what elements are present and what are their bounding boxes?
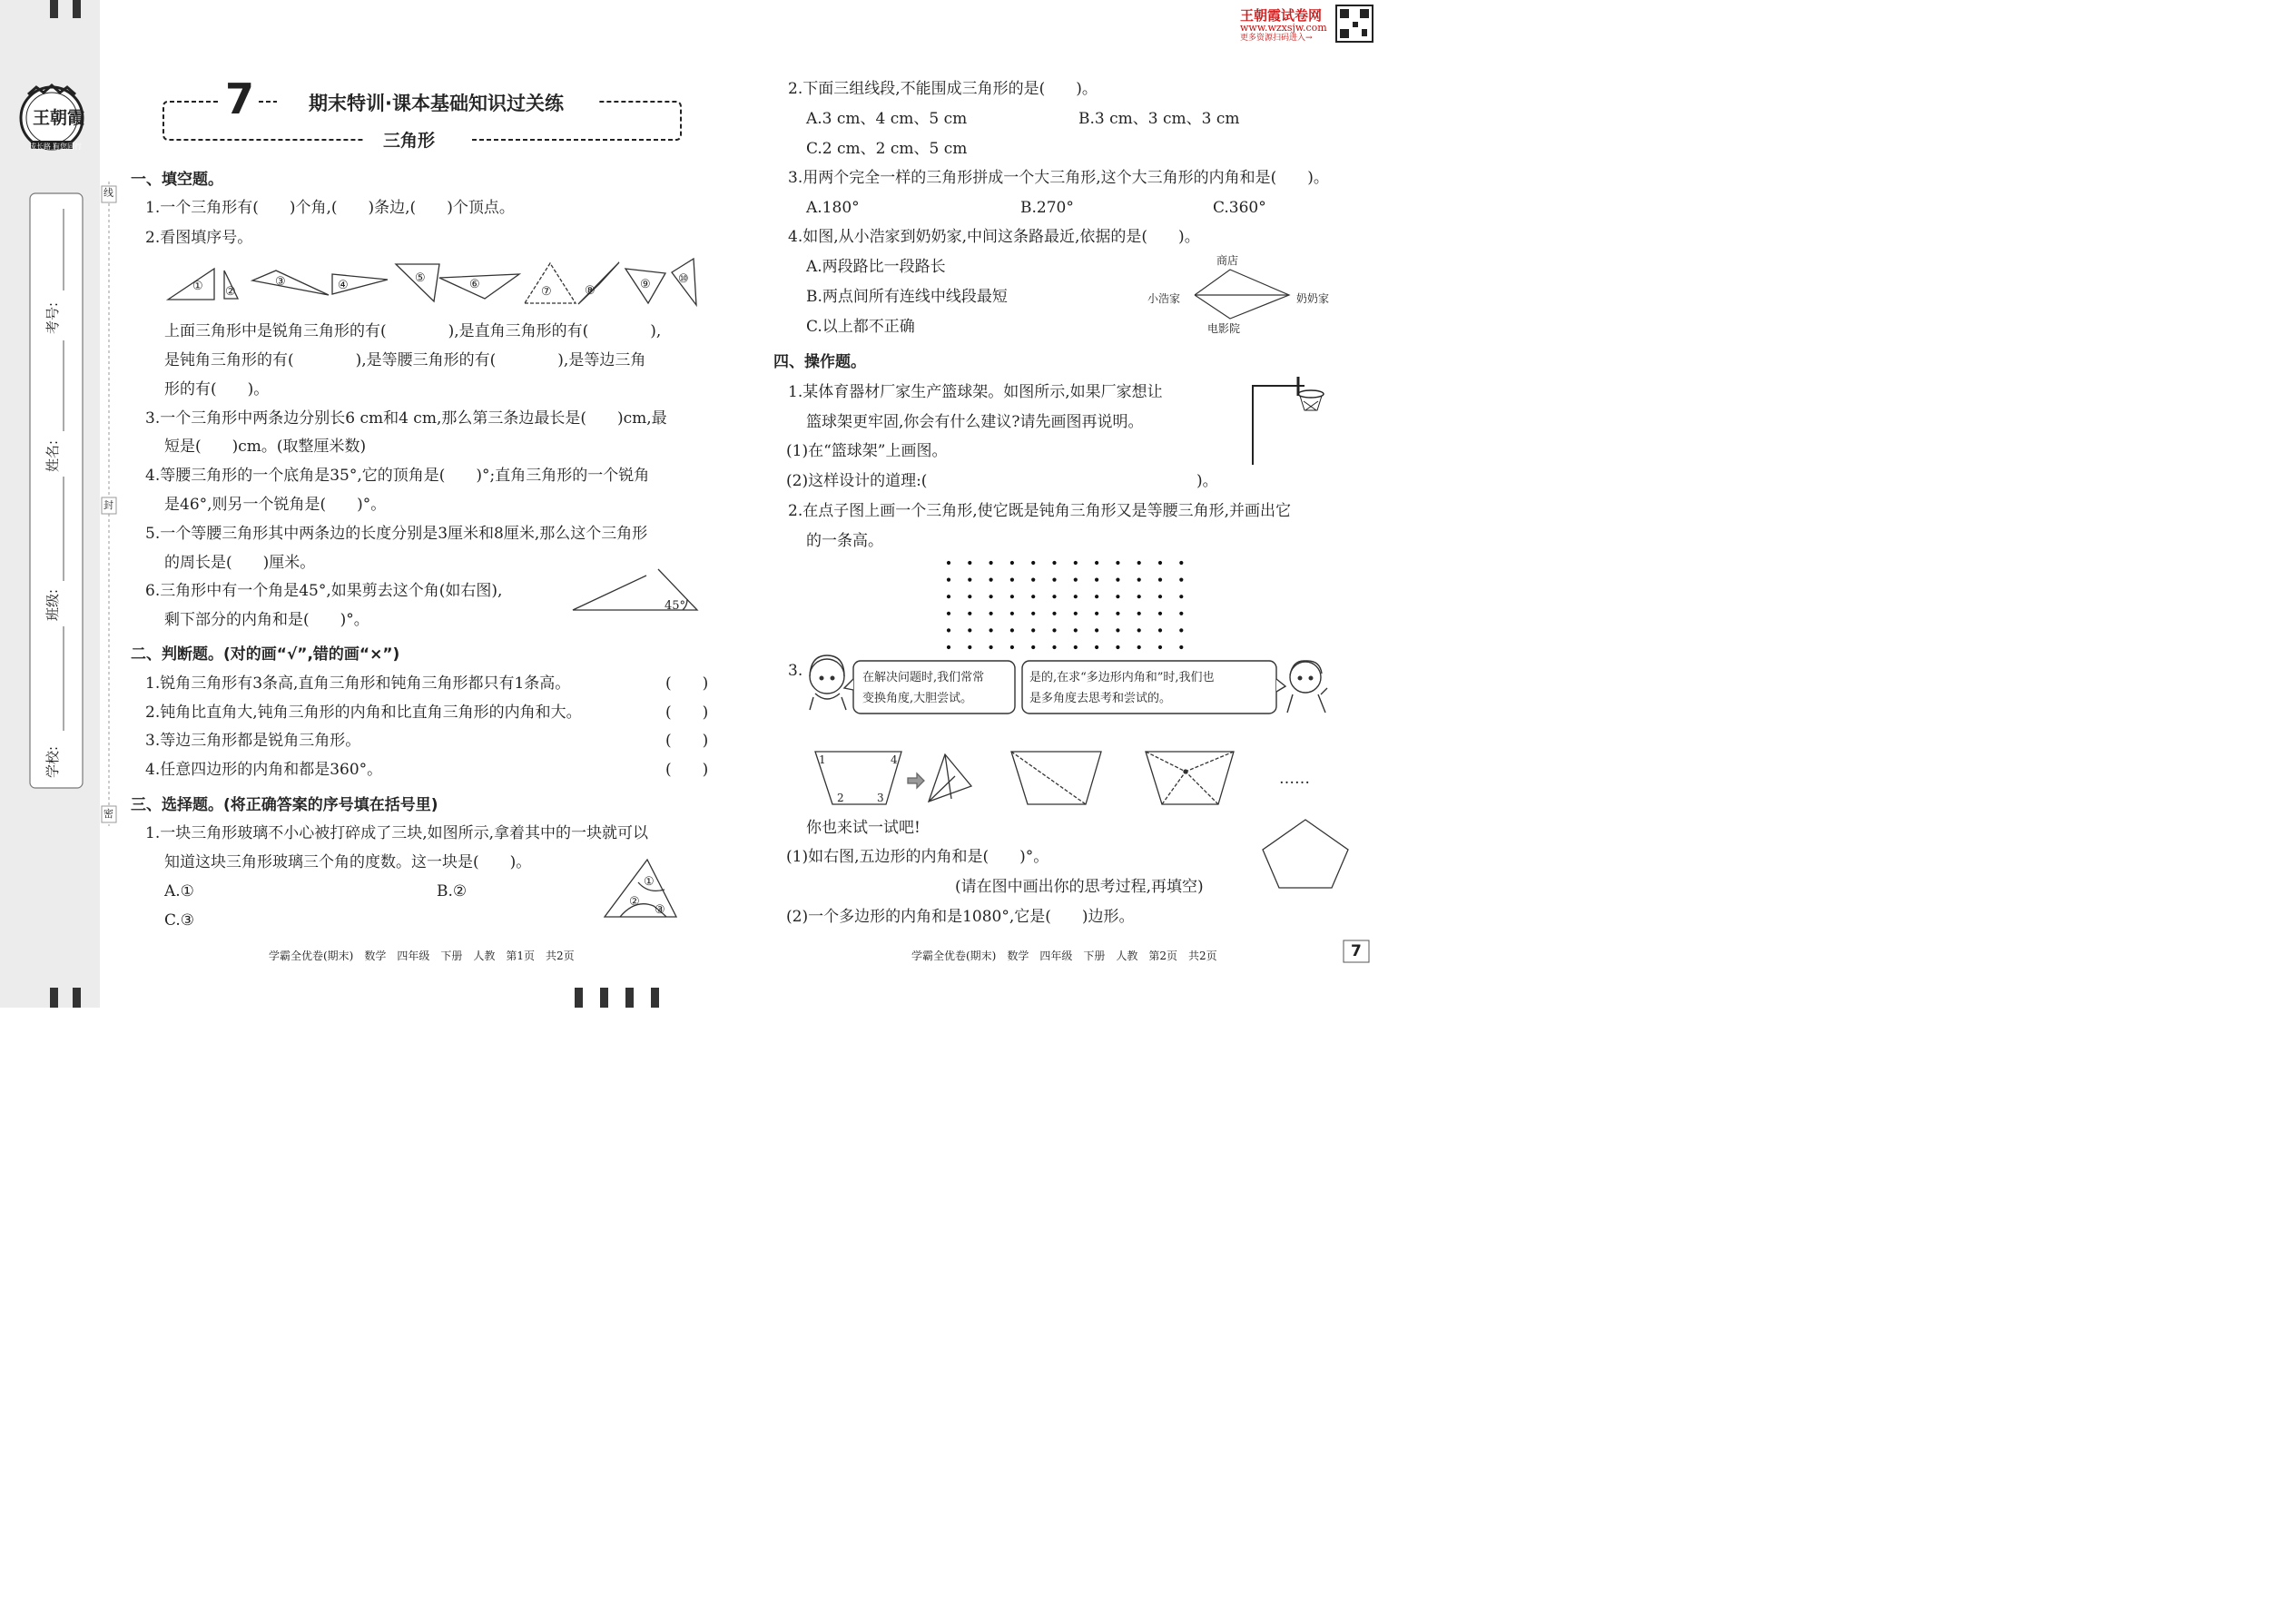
- grid-dot: [1052, 595, 1056, 598]
- grid-dot: [989, 561, 993, 565]
- crop-mark: [651, 988, 659, 1008]
- grid-dot: [1052, 628, 1056, 632]
- crop-mark: [50, 0, 58, 18]
- triangle-label: ②: [225, 285, 236, 299]
- grid-dot: [1158, 595, 1162, 598]
- sub-question-close: )。: [1196, 472, 1218, 490]
- triangle-label: ③: [275, 275, 286, 289]
- page-number: 7: [1351, 942, 1362, 960]
- grid-dot: [968, 645, 971, 649]
- logo-slogan: 有您同行: [53, 143, 82, 151]
- question-line: 3.一个三角形中两条边分别长6 cm和4 cm,那么第三条边最长是( )cm,最: [145, 409, 667, 428]
- question-line: 是46°,则另一个锐角是( )°。: [164, 496, 387, 514]
- section-heading: 三、选择题。(将正确答案的序号填在括号里): [131, 796, 438, 814]
- grid-dot: [1031, 645, 1035, 649]
- judge-item: 3.等边三角形都是锐角三角形。: [145, 732, 361, 750]
- grid-dot: [947, 595, 950, 598]
- grid-dot: [947, 612, 950, 615]
- triangle-label: ④: [338, 279, 349, 292]
- prompt-text: 你也来试一试吧!: [806, 819, 921, 837]
- map-label: 小浩家: [1147, 292, 1181, 305]
- question-line: 6.三角形中有一个角是45°,如果剪去这个角(如右图),: [145, 582, 503, 600]
- grid-dot: [1031, 561, 1035, 565]
- grid-dot: [1074, 628, 1078, 632]
- grid-dot: [989, 595, 993, 598]
- grid-dot: [947, 561, 950, 565]
- grid-dot: [1137, 612, 1141, 615]
- question-line: 的周长是( )厘米。: [164, 554, 316, 572]
- grid-dot: [1010, 612, 1014, 615]
- site-hint: 更多资源扫码进入→: [1240, 34, 1313, 43]
- page-title: 期末特训·课本基础知识过关练: [309, 93, 564, 114]
- crop-mark: [73, 0, 81, 18]
- grid-dot: [989, 578, 993, 582]
- grid-dot: [1074, 561, 1078, 565]
- crop-mark: [625, 988, 634, 1008]
- grid-dot: [1116, 628, 1119, 632]
- grid-dot: [1095, 628, 1098, 632]
- grid-dot: [968, 595, 971, 598]
- question-line: 短是( )cm。(取整厘米数): [164, 438, 367, 456]
- grid-dot: [1116, 612, 1119, 615]
- grid-dot: [1158, 645, 1162, 649]
- section-heading: 一、填空题。: [131, 171, 223, 189]
- grid-dot: [1158, 612, 1162, 615]
- grid-dot: [1074, 595, 1078, 598]
- info-box: [30, 193, 83, 788]
- question-line: 篮球架更牢固,你会有什么建议?请先画图再说明。: [806, 413, 1144, 431]
- grid-dot: [1074, 645, 1078, 649]
- question-line: 上面三角形中是锐角三角形的有( ),是直角三角形的有( ),: [164, 322, 662, 340]
- grid-dot: [1074, 612, 1078, 615]
- question: 4.如图,从小浩家到奶奶家,中间这条路最近,依据的是( )。: [788, 228, 1200, 246]
- grid-dot: [1179, 578, 1183, 582]
- grid-dot: [1116, 578, 1119, 582]
- field-name-label: 姓名:: [44, 439, 62, 473]
- triangle-label: ⑤: [415, 271, 426, 285]
- grid-dot: [1031, 628, 1035, 632]
- question-line: 2.在点子图上画一个三角形,使它既是钝角三角形又是等腰三角形,并画出它: [788, 502, 1292, 520]
- sub-question: (2)一个多边形的内角和是1080°,它是( )边形。: [786, 908, 1135, 926]
- angle-number: 1: [819, 753, 826, 766]
- grid-dot: [1010, 645, 1014, 649]
- option: C.③: [164, 911, 195, 930]
- grid-dot: [1158, 578, 1162, 582]
- grid-dot: [1052, 645, 1056, 649]
- grid-dot: [1095, 595, 1098, 598]
- question-line: 4.等腰三角形的一个底角是35°,它的顶角是( )°;直角三角形的一个锐角: [145, 467, 650, 485]
- girl-figure: [810, 655, 846, 710]
- glass-triangle: [605, 860, 676, 917]
- triangle-label: ⑧: [585, 284, 596, 298]
- triangle-label: ⑨: [640, 278, 651, 291]
- option: A.两段路比一段路长: [806, 258, 946, 276]
- option: B.3 cm、3 cm、3 cm: [1078, 110, 1240, 128]
- hint-text: (请在图中画出你的思考过程,再填空): [955, 878, 1204, 896]
- grid-dot: [1179, 595, 1183, 598]
- grid-dot: [1010, 561, 1014, 565]
- grid-dot: [1179, 645, 1183, 649]
- page-subtitle: 三角形: [383, 131, 436, 151]
- question-line: 知道这块三角形玻璃三个角的度数。这一块是( )。: [164, 853, 532, 871]
- crop-mark: [50, 988, 58, 1008]
- grid-dot: [1074, 578, 1078, 582]
- footer-left: 学霸全优卷(期末) 数学 四年级 下册 人教 第1页 共2页: [269, 950, 575, 962]
- question-line: 的一条高。: [806, 532, 883, 550]
- section-heading: 二、判断题。(对的画“√”,错的画“×”): [131, 645, 400, 664]
- grid-dot: [1179, 612, 1183, 615]
- field-class-label: 班级:: [44, 588, 62, 622]
- question-line: 剩下部分的内角和是( )°。: [164, 611, 369, 629]
- grid-dot: [968, 561, 971, 565]
- angle-number: 3: [877, 792, 884, 804]
- option: A.3 cm、4 cm、5 cm: [806, 110, 968, 128]
- grid-dot: [1137, 595, 1141, 598]
- question: 2.看图填序号。: [145, 229, 253, 247]
- piece-label: ①: [644, 875, 655, 889]
- grid-dot: [1158, 561, 1162, 565]
- judge-item: 2.钝角比直角大,钝角三角形的内角和比直角三角形的内角和大。: [145, 704, 582, 722]
- grid-dot: [1095, 561, 1098, 565]
- angle-label: 45°: [665, 599, 686, 613]
- route-diagram: [1195, 270, 1289, 319]
- option: A.①: [164, 882, 194, 901]
- question-line: 1.某体育器材厂家生产篮球架。如图所示,如果厂家想让: [788, 383, 1163, 401]
- answer-bracket[interactable]: ( ): [665, 761, 709, 779]
- triangle-row: [168, 259, 696, 305]
- site-url: www.wzxsjw.com: [1240, 22, 1327, 34]
- answer-bracket[interactable]: ( ): [665, 732, 709, 750]
- question: 3.用两个完全一样的三角形拼成一个大三角形,这个大三角形的内角和是( )。: [788, 169, 1329, 187]
- grid-dot: [1095, 612, 1098, 615]
- triangle-label: ⑥: [469, 278, 480, 291]
- section-heading: 四、操作题。: [773, 353, 866, 371]
- seal-char: 线: [103, 187, 113, 199]
- question: 2.下面三组线段,不能围成三角形的是( )。: [788, 80, 1098, 98]
- grid-dot: [989, 612, 993, 615]
- grid-dot: [1116, 561, 1119, 565]
- answer-bracket[interactable]: ( ): [665, 674, 709, 693]
- triangle-label: ⑦: [541, 285, 552, 299]
- option: B.270°: [1020, 199, 1074, 217]
- exam-sheet: [0, 0, 1403, 1008]
- grid-dot: [1052, 612, 1056, 615]
- grid-dot: [1052, 578, 1056, 582]
- grid-dot: [1116, 645, 1119, 649]
- question-line: 1.一块三角形玻璃不小心被打碎成了三块,如图所示,拿着其中的一块就可以: [145, 824, 649, 842]
- option: B.②: [437, 882, 468, 901]
- angle-number: 4: [891, 753, 898, 766]
- map-label: 商店: [1216, 254, 1239, 267]
- seal-char: 封: [103, 499, 113, 511]
- basketball-stand: [1253, 377, 1324, 465]
- grid-dot: [1137, 578, 1141, 582]
- option: C.2 cm、2 cm、5 cm: [806, 140, 968, 158]
- bubble-text: 是多角度去思考和尝试的。: [1029, 692, 1172, 705]
- triangle-label: ⑩: [678, 272, 689, 286]
- grid-dot: [1095, 578, 1098, 582]
- grid-dot: [1179, 561, 1183, 565]
- question-line: 5.一个等腰三角形其中两条边的长度分别是3厘米和8厘米,那么这个三角形: [145, 525, 648, 543]
- grid-dot: [1116, 595, 1119, 598]
- footer-right: 学霸全优卷(期末) 数学 四年级 下册 人教 第2页 共2页: [911, 950, 1217, 962]
- question-line: 形的有( )。: [164, 380, 270, 399]
- site-name: 王朝霞试卷网: [1240, 7, 1323, 24]
- answer-bracket[interactable]: ( ): [665, 704, 709, 722]
- option: C.360°: [1213, 199, 1266, 217]
- grid-dot: [1137, 561, 1141, 565]
- crop-mark: [600, 988, 608, 1008]
- grid-dot: [1031, 595, 1035, 598]
- sub-question: (2)这样设计的道理:(: [786, 472, 928, 490]
- pentagon: [1263, 820, 1348, 888]
- ellipsis: ……: [1279, 770, 1310, 788]
- grid-dot: [947, 628, 950, 632]
- grid-dot: [1137, 645, 1141, 649]
- triangle-label: ①: [192, 280, 203, 293]
- field-id-label: 考号:: [44, 301, 62, 335]
- sub-question: (1)在“篮球架”上画图。: [786, 442, 948, 460]
- bubble-text: 在解决问题时,我们常常: [862, 671, 985, 684]
- grid-dot: [1137, 628, 1141, 632]
- grid-dot: [1031, 578, 1035, 582]
- option: C.以上都不正确: [806, 318, 915, 336]
- grid-dot: [1179, 628, 1183, 632]
- grid-dot: [1010, 578, 1014, 582]
- grid-dot: [947, 645, 950, 649]
- map-label: 奶奶家: [1296, 292, 1330, 305]
- field-school-label: 学校:: [44, 745, 62, 779]
- angle-number: 2: [837, 792, 844, 804]
- question-line: 是钝角三角形的有( ),是等腰三角形的有( ),是等边三角: [164, 351, 646, 369]
- question: 1.一个三角形有( )个角,( )条边,( )个顶点。: [145, 199, 515, 217]
- piece-label: ②: [629, 895, 640, 909]
- option: A.180°: [806, 199, 860, 217]
- logo-text: 王朝霞: [33, 108, 85, 128]
- judge-item: 4.任意四边形的内角和都是360°。: [145, 761, 383, 779]
- seal-char: 密: [103, 808, 113, 820]
- judge-item: 1.锐角三角形有3条高,直角三角形和钝角三角形都只有1条高。: [145, 674, 571, 693]
- dot-grid: [947, 561, 1184, 649]
- unit-number: 7: [225, 74, 255, 123]
- question-number: 3.: [788, 662, 803, 680]
- crop-mark: [575, 988, 583, 1008]
- grid-dot: [1010, 628, 1014, 632]
- grid-dot: [989, 628, 993, 632]
- grid-dot: [1158, 628, 1162, 632]
- grid-dot: [968, 612, 971, 615]
- grid-dot: [947, 578, 950, 582]
- grid-dot: [1052, 561, 1056, 565]
- bubble-text: 变换角度,大胆尝试。: [862, 692, 973, 705]
- map-label: 电影院: [1207, 322, 1241, 335]
- logo-slogan: 成长路上: [29, 143, 58, 151]
- boy-figure: [1287, 661, 1327, 713]
- grid-dot: [989, 645, 993, 649]
- piece-label: ③: [655, 903, 665, 917]
- option: B.两点间所有连线中线段最短: [806, 288, 1008, 306]
- grid-dot: [1010, 595, 1014, 598]
- grid-dot: [1031, 612, 1035, 615]
- crop-mark: [73, 988, 81, 1008]
- sub-question: (1)如右图,五边形的内角和是( )°。: [786, 848, 1049, 866]
- grid-dot: [968, 578, 971, 582]
- grid-dot: [968, 628, 971, 632]
- bubble-text: 是的,在求“多边形内角和”时,我们也: [1029, 671, 1215, 684]
- grid-dot: [1095, 645, 1098, 649]
